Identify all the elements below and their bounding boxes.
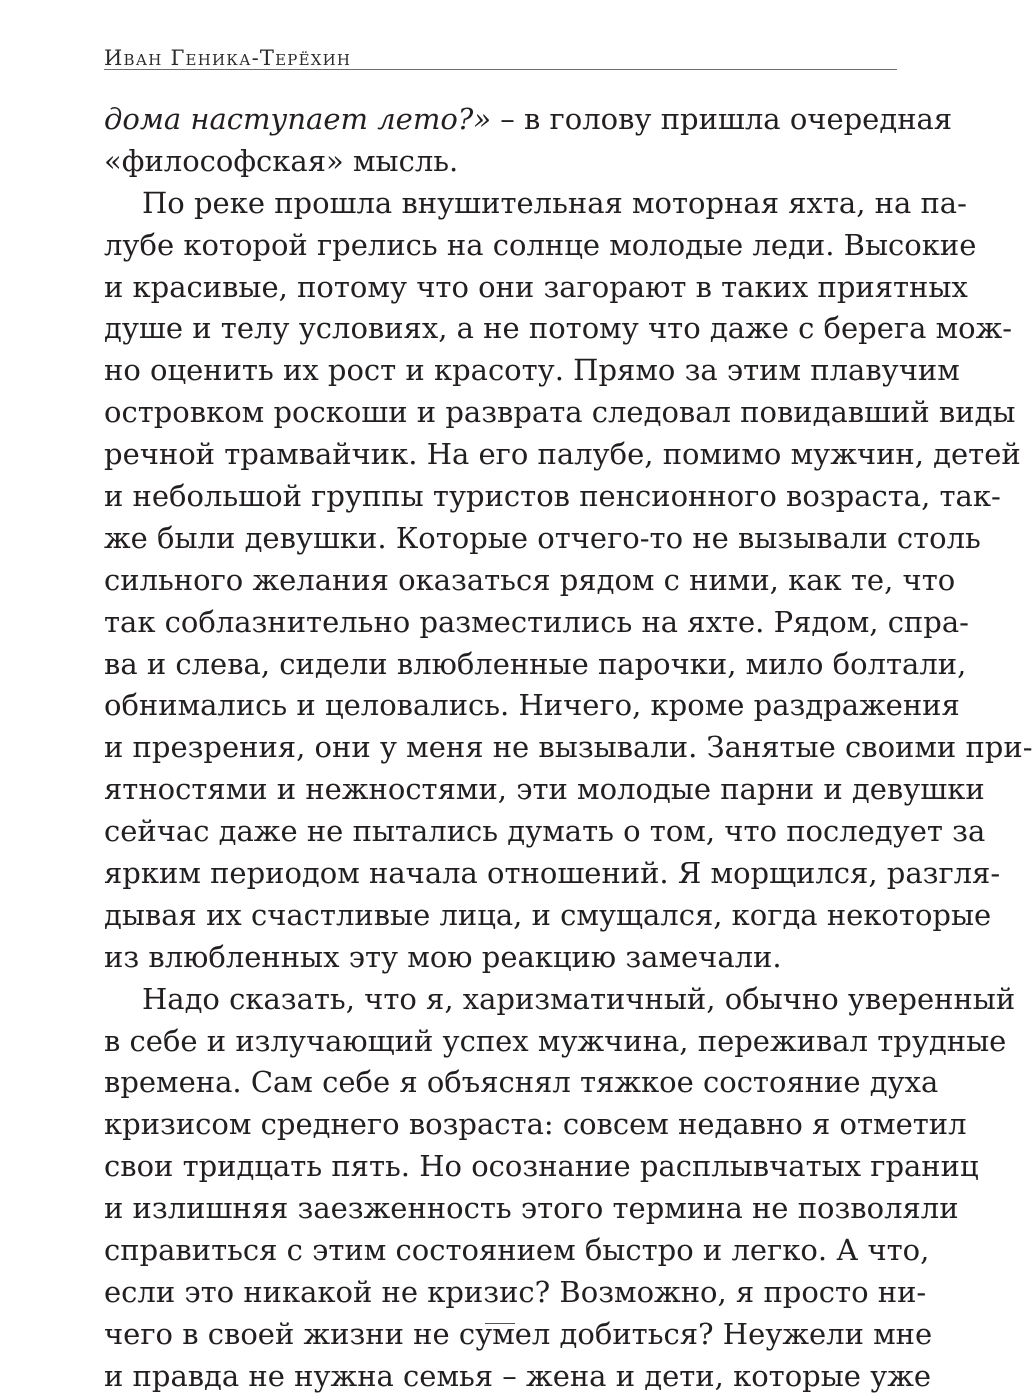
- text-line: [104, 267, 968, 309]
- paragraph-first-line: [104, 979, 1016, 1021]
- line-text: времена. Сам себе я объяснял тяжкое состояние духа: [104, 1065, 939, 1100]
- line-text: и небольшой группы туристов пенсионного возраста, так-: [104, 479, 1001, 514]
- text-line: [104, 350, 960, 392]
- line-text: и правда не нужна семья – жена и дети, которые уже: [104, 1358, 932, 1393]
- text-line: [104, 1272, 927, 1314]
- line-text: сейчас даже не пытались думать о том, что последует за: [104, 814, 986, 849]
- text-line: [104, 1146, 979, 1188]
- text-line: [104, 1104, 967, 1146]
- text-line: [104, 308, 1013, 350]
- line-text: речной трамвайчик. На его палубе, помимо мужчин, детей: [104, 437, 1021, 472]
- text-line: [104, 225, 977, 267]
- text-line: [104, 853, 1001, 895]
- line-text: кризисом среднего возраста: совсем недавно я отметил: [104, 1107, 967, 1142]
- line-text: и излишняя заезженность этого термина не позволяли: [104, 1191, 959, 1226]
- text-line: [104, 1356, 932, 1398]
- line-text: душе и телу условиях, а не потому что даже с берега мож-: [104, 311, 1013, 346]
- text-line: [104, 727, 1033, 769]
- text-line: [104, 560, 956, 602]
- line-text: «философская» мысль.: [104, 143, 459, 178]
- line-text: и презрения, они у меня не вызывали. Занятые своими при-: [104, 730, 1033, 765]
- line-text: и красивые, потому что они загорают в таких приятных: [104, 269, 968, 304]
- text-line: [104, 602, 969, 644]
- line-text: чего в своей жизни не сумел добиться? Неужели мне: [104, 1316, 933, 1351]
- text-line: [104, 1188, 959, 1230]
- text-line: [104, 1314, 933, 1356]
- line-text: – в голову пришла очередная: [491, 102, 953, 136]
- text-line: [104, 895, 992, 937]
- text-line: [104, 434, 1021, 476]
- line-text: По реке прошла внушительная моторная яхта, на па-: [142, 185, 967, 220]
- text-line: [104, 1021, 1007, 1063]
- line-text: в себе и излучающий успех мужчина, переживал трудные: [104, 1023, 1007, 1058]
- paragraph-first-line: [104, 183, 967, 225]
- line-text: если это никакой не кризис? Возможно, я просто ни-: [104, 1274, 927, 1309]
- italic-span: дома наступает лето?»: [104, 102, 492, 136]
- line-text: ва и слева, сидели влюбленные парочки, мило болтали,: [104, 646, 967, 681]
- text-line: [104, 1062, 939, 1104]
- text-line: [104, 811, 986, 853]
- text-line: [104, 476, 1001, 518]
- line-text: дывая их счастливые лица, и смущался, когда некоторые: [104, 897, 992, 932]
- line-text: же были девушки. Которые отчего-то не вызывали столь: [104, 520, 981, 555]
- text-line: [104, 769, 985, 811]
- line-text: ярким периодом начала отношений. Я морщился, разгля-: [104, 856, 1001, 891]
- line-text: обнимались и целовались. Ничего, кроме раздражения: [104, 688, 960, 723]
- line-text: сильного желания оказаться рядом с ними, как те, что: [104, 562, 956, 597]
- text-line: [104, 99, 953, 141]
- text-line: [104, 685, 960, 727]
- text-line: [104, 392, 1016, 434]
- line-text: из влюбленных эту мою реакцию замечали.: [104, 939, 782, 974]
- line-text: так соблазнительно разместились на яхте. Рядом, спра-: [104, 604, 969, 639]
- header-rule: [104, 69, 897, 70]
- line-text: ятностями и нежностями, эти молодые парни и девушки: [104, 772, 985, 807]
- running-head-author: Иван Геника-Терёхин: [104, 46, 352, 70]
- line-text: островком роскоши и разврата следовал повидавший виды: [104, 395, 1016, 430]
- text-line: [104, 1230, 930, 1272]
- body-text: [104, 99, 1033, 1398]
- page-footer-rule: [485, 1323, 515, 1324]
- line-text: Надо сказать, что я, харизматичный, обычно уверенный: [142, 981, 1016, 1016]
- line-text: лубе которой грелись на солнце молодые леди. Высокие: [104, 227, 977, 262]
- line-text: но оценить их рост и красоту. Прямо за этим плавучим: [104, 353, 960, 388]
- text-line: [104, 937, 897, 979]
- line-text: свои тридцать пять. Но осознание расплывчатых границ: [104, 1149, 979, 1184]
- text-line: [104, 644, 967, 686]
- line-text: справиться с этим состоянием быстро и легко. А что,: [104, 1233, 930, 1268]
- text-line: [104, 518, 981, 560]
- text-line: [104, 141, 897, 183]
